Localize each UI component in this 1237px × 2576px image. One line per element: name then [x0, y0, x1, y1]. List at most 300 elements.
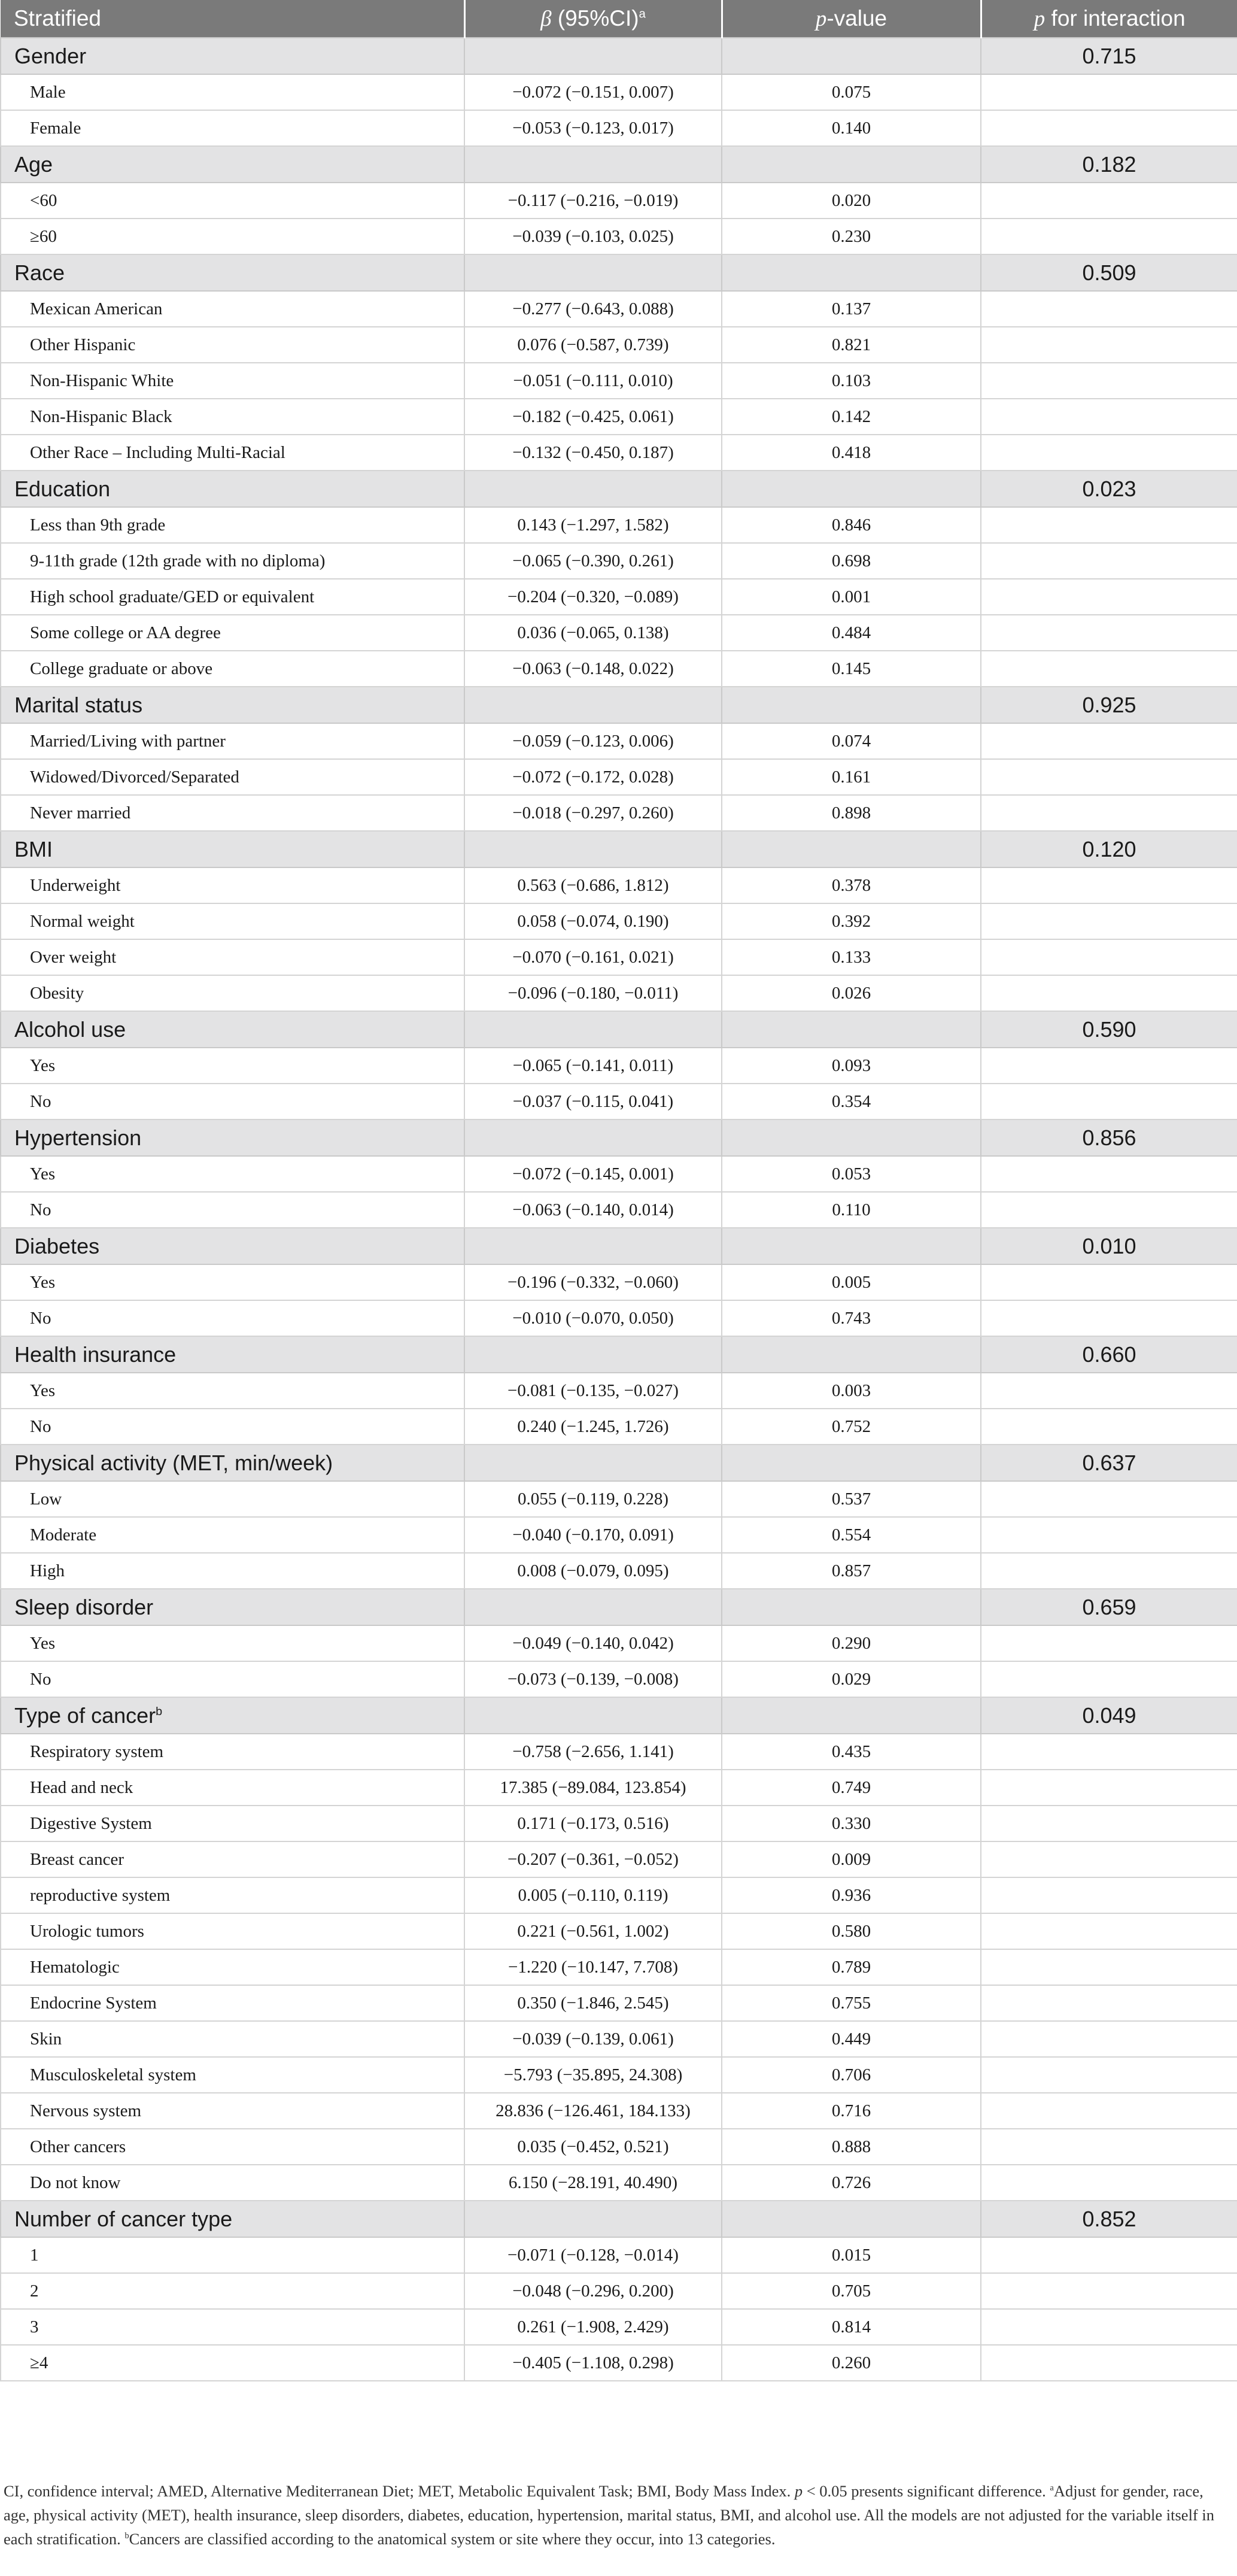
beta-ci-value: −0.048 (−0.296, 0.200) — [464, 2273, 722, 2309]
subgroup-label: Non-Hispanic Black — [1, 399, 464, 435]
p-value: 0.103 — [722, 363, 981, 399]
footnote-p-symbol: p — [794, 2482, 803, 2500]
beta-ci-value: 6.150 (−28.191, 40.490) — [464, 2165, 722, 2201]
p-value: 0.418 — [722, 435, 981, 471]
table-row — [1, 975, 1237, 1011]
p-interaction-empty — [981, 110, 1237, 146]
p-value: 0.075 — [722, 74, 981, 110]
table-row — [1, 759, 1237, 795]
table-row — [1, 1553, 1237, 1589]
group-p-empty — [722, 38, 981, 74]
table-row — [1, 1949, 1237, 1985]
p-value: 0.330 — [722, 1806, 981, 1841]
p-value: 0.260 — [722, 2345, 981, 2381]
group-label: Health insurance — [14, 1342, 177, 1367]
p-interaction-value: 0.856 — [981, 1119, 1237, 1156]
p-value: 0.716 — [722, 2093, 981, 2129]
p-value: 0.161 — [722, 759, 981, 795]
subgroup-label: Over weight — [1, 939, 464, 975]
beta-ci-value: 0.035 (−0.452, 0.521) — [464, 2129, 722, 2165]
group-label-cell — [1, 254, 464, 291]
p-interaction-value: 0.049 — [981, 1697, 1237, 1734]
p-value: 0.936 — [722, 1877, 981, 1913]
p-value: 0.392 — [722, 903, 981, 939]
subgroup-label: Moderate — [1, 1517, 464, 1553]
p-interaction-empty — [981, 2093, 1237, 2129]
p-interaction-empty — [981, 939, 1237, 975]
table-body — [1, 38, 1237, 2381]
table-row — [1, 1300, 1237, 1336]
group-row — [1, 1589, 1237, 1625]
beta-ci-value: −0.081 (−0.135, −0.027) — [464, 1373, 722, 1409]
table-row — [1, 651, 1237, 687]
table-row — [1, 2021, 1237, 2057]
p-interaction-empty — [981, 1661, 1237, 1697]
table-row — [1, 1734, 1237, 1770]
p-interaction-empty — [981, 1625, 1237, 1661]
group-label-cell — [1, 1228, 464, 1264]
p-value: 0.074 — [722, 723, 981, 759]
p-value: 0.435 — [722, 1734, 981, 1770]
subgroup-label: College graduate or above — [1, 651, 464, 687]
group-label: Diabetes — [14, 1233, 100, 1258]
beta-ci-value: 0.143 (−1.297, 1.582) — [464, 507, 722, 543]
header-stratified-text: Stratified — [14, 6, 102, 31]
table-row — [1, 399, 1237, 435]
group-p-empty — [722, 1228, 981, 1264]
subgroup-label: No — [1, 1192, 464, 1228]
p-interaction-empty — [981, 903, 1237, 939]
p-interaction-value: 0.010 — [981, 1228, 1237, 1264]
subgroup-label: Digestive System — [1, 1806, 464, 1841]
p-value: 0.145 — [722, 651, 981, 687]
group-label: Race — [14, 260, 65, 285]
table-row — [1, 2237, 1237, 2273]
p-interaction-empty — [981, 1300, 1237, 1336]
subgroup-label: Non-Hispanic White — [1, 363, 464, 399]
p-value: 0.137 — [722, 291, 981, 327]
table-row — [1, 723, 1237, 759]
p-interaction-empty — [981, 183, 1237, 219]
table-row — [1, 219, 1237, 254]
group-p-empty — [722, 1336, 981, 1373]
table-row — [1, 1661, 1237, 1697]
p-interaction-empty — [981, 2165, 1237, 2201]
group-row — [1, 146, 1237, 183]
p-value: 0.814 — [722, 2309, 981, 2345]
group-row — [1, 1445, 1237, 1481]
table-row — [1, 2273, 1237, 2309]
beta-ci-value: −0.071 (−0.128, −0.014) — [464, 2237, 722, 2273]
group-beta-empty — [464, 687, 722, 723]
beta-ci-value: 0.171 (−0.173, 0.516) — [464, 1806, 722, 1841]
beta-ci-value: 0.008 (−0.079, 0.095) — [464, 1553, 722, 1589]
table-row — [1, 2057, 1237, 2093]
table-row — [1, 1517, 1237, 1553]
p-value: 0.053 — [722, 1156, 981, 1192]
p-interaction-empty — [981, 2309, 1237, 2345]
subgroup-label: Never married — [1, 795, 464, 831]
p-value: 0.020 — [722, 183, 981, 219]
p-interaction-empty — [981, 1048, 1237, 1084]
subgroup-label: Less than 9th grade — [1, 507, 464, 543]
p-interaction-value: 0.925 — [981, 687, 1237, 723]
subgroup-label: Head and neck — [1, 1770, 464, 1806]
beta-ci-value: −0.072 (−0.145, 0.001) — [464, 1156, 722, 1192]
subgroup-label: Endocrine System — [1, 1985, 464, 2021]
p-value: 0.706 — [722, 2057, 981, 2093]
group-row — [1, 2201, 1237, 2237]
group-beta-empty — [464, 1697, 722, 1734]
p-interaction-empty — [981, 1409, 1237, 1445]
table-row — [1, 74, 1237, 110]
group-p-empty — [722, 1589, 981, 1625]
subgroup-label: Musculoskeletal system — [1, 2057, 464, 2093]
group-label-sup: b — [156, 1704, 163, 1718]
beta-ci-value: −0.277 (−0.643, 0.088) — [464, 291, 722, 327]
group-row — [1, 1697, 1237, 1734]
table-row — [1, 1156, 1237, 1192]
table-row — [1, 1625, 1237, 1661]
table-row — [1, 579, 1237, 615]
subgroup-label: Nervous system — [1, 2093, 464, 2129]
group-label: Hypertension — [14, 1125, 142, 1150]
p-value: 0.142 — [722, 399, 981, 435]
p-interaction-empty — [981, 2129, 1237, 2165]
footnote-sup-a: a — [1050, 2483, 1054, 2493]
table-row — [1, 2165, 1237, 2201]
subgroup-label: Other Hispanic — [1, 327, 464, 363]
beta-ci-value: −0.053 (−0.123, 0.017) — [464, 110, 722, 146]
group-p-empty — [722, 1011, 981, 1048]
subgroup-label: Mexican American — [1, 291, 464, 327]
p-interaction-value: 0.660 — [981, 1336, 1237, 1373]
p-interaction-empty — [981, 399, 1237, 435]
subgroup-label: Do not know — [1, 2165, 464, 2201]
p-interaction-empty — [981, 867, 1237, 903]
subgroup-label: Skin — [1, 2021, 464, 2057]
beta-ci-value: −5.793 (−35.895, 24.308) — [464, 2057, 722, 2093]
group-row — [1, 471, 1237, 507]
beta-ci-value: −0.196 (−0.332, −0.060) — [464, 1264, 722, 1300]
beta-ci-value: −0.010 (−0.070, 0.050) — [464, 1300, 722, 1336]
beta-ci-value: −0.405 (−1.108, 0.298) — [464, 2345, 722, 2381]
group-beta-empty — [464, 1589, 722, 1625]
beta-ci-value: 0.076 (−0.587, 0.739) — [464, 327, 722, 363]
p-interaction-empty — [981, 1913, 1237, 1949]
beta-ci-value: 28.836 (−126.461, 184.133) — [464, 2093, 722, 2129]
p-interaction-empty — [981, 1264, 1237, 1300]
table-row — [1, 1841, 1237, 1877]
subgroup-label: Yes — [1, 1625, 464, 1661]
p-value: 0.705 — [722, 2273, 981, 2309]
group-label: BMI — [14, 836, 53, 861]
p-value: 0.857 — [722, 1553, 981, 1589]
group-label-cell — [1, 146, 464, 183]
group-label: Age — [14, 151, 53, 177]
p-interaction-empty — [981, 579, 1237, 615]
table-row — [1, 1192, 1237, 1228]
beta-ci-value: −0.070 (−0.161, 0.021) — [464, 939, 722, 975]
table-row — [1, 2345, 1237, 2381]
subgroup-label: Some college or AA degree — [1, 615, 464, 651]
p-interaction-empty — [981, 759, 1237, 795]
subgroup-label: Other cancers — [1, 2129, 464, 2165]
p-value: 0.484 — [722, 615, 981, 651]
group-p-empty — [722, 1119, 981, 1156]
beta-ci-value: −0.051 (−0.111, 0.010) — [464, 363, 722, 399]
subgroup-label: 1 — [1, 2237, 464, 2273]
subgroup-label: reproductive system — [1, 1877, 464, 1913]
group-row — [1, 1011, 1237, 1048]
group-row — [1, 254, 1237, 291]
p-value: 0.009 — [722, 1841, 981, 1877]
table-row — [1, 615, 1237, 651]
p-value: 0.821 — [722, 327, 981, 363]
group-beta-empty — [464, 831, 722, 867]
table-row — [1, 2309, 1237, 2345]
table-row — [1, 183, 1237, 219]
beta-ci-value: −0.073 (−0.139, −0.008) — [464, 1661, 722, 1697]
group-p-empty — [722, 471, 981, 507]
subgroup-label: Yes — [1, 1264, 464, 1300]
p-value: 0.789 — [722, 1949, 981, 1985]
table-row — [1, 2093, 1237, 2129]
header-p-symbol: p — [815, 6, 827, 31]
beta-ci-value: 0.261 (−1.908, 2.429) — [464, 2309, 722, 2345]
beta-ci-value: 0.036 (−0.065, 0.138) — [464, 615, 722, 651]
subgroup-label: 2 — [1, 2273, 464, 2309]
table-row — [1, 1481, 1237, 1517]
group-label-cell — [1, 1589, 464, 1625]
header-row — [1, 0, 1237, 38]
p-value: 0.005 — [722, 1264, 981, 1300]
p-interaction-empty — [981, 2057, 1237, 2093]
p-value: 0.026 — [722, 975, 981, 1011]
header-stratified — [1, 0, 464, 38]
footnote-significance: < 0.05 presents significant difference. — [803, 2482, 1050, 2500]
beta-ci-value: −0.039 (−0.103, 0.025) — [464, 219, 722, 254]
group-label: Sleep disorder — [14, 1594, 154, 1619]
subgroup-label: High school graduate/GED or equivalent — [1, 579, 464, 615]
p-interaction-value: 0.852 — [981, 2201, 1237, 2237]
group-row — [1, 687, 1237, 723]
subgroup-label: Yes — [1, 1373, 464, 1409]
beta-ci-value: −0.204 (−0.320, −0.089) — [464, 579, 722, 615]
footnote-adjustment: Adjust for gender, race, age, physical activity (MET), health insurance, sleep disorders, diabetes, education, hypertension, marital status, BMI, and alcohol use. All the models are not adjusted for the variable itself in each stratification. — [4, 2482, 1214, 2548]
table-footnote — [4, 2480, 1230, 2551]
group-row — [1, 38, 1237, 74]
header-p-interaction — [981, 0, 1237, 38]
p-interaction-value: 0.715 — [981, 38, 1237, 74]
p-interaction-empty — [981, 507, 1237, 543]
p-interaction-empty — [981, 1734, 1237, 1770]
beta-ci-value: −0.040 (−0.170, 0.091) — [464, 1517, 722, 1553]
subgroup-label: Widowed/Divorced/Separated — [1, 759, 464, 795]
p-value: 0.029 — [722, 1661, 981, 1697]
header-p-value — [722, 0, 981, 38]
beta-ci-value: −0.063 (−0.140, 0.014) — [464, 1192, 722, 1228]
subgroup-label: Urologic tumors — [1, 1913, 464, 1949]
beta-ci-value: 0.005 (−0.110, 0.119) — [464, 1877, 722, 1913]
group-beta-empty — [464, 471, 722, 507]
subgroup-label: No — [1, 1300, 464, 1336]
subgroup-label: ≥4 — [1, 2345, 464, 2381]
p-interaction-empty — [981, 1985, 1237, 2021]
beta-ci-value: −0.072 (−0.151, 0.007) — [464, 74, 722, 110]
p-interaction-empty — [981, 363, 1237, 399]
p-value: 0.001 — [722, 579, 981, 615]
subgroup-label: 3 — [1, 2309, 464, 2345]
footnote-abbrev: CI, confidence interval; AMED, Alternative Mediterranean Diet; MET, Metabolic Equivalent Task; BMI, Body Mass Index. — [4, 2482, 795, 2500]
p-interaction-value: 0.120 — [981, 831, 1237, 867]
group-label-cell — [1, 38, 464, 74]
beta-ci-value: 0.055 (−0.119, 0.228) — [464, 1481, 722, 1517]
table-row — [1, 1084, 1237, 1119]
table-row — [1, 795, 1237, 831]
p-interaction-value: 0.637 — [981, 1445, 1237, 1481]
group-p-empty — [722, 2201, 981, 2237]
p-interaction-empty — [981, 1553, 1237, 1589]
subgroup-label: Female — [1, 110, 464, 146]
group-p-empty — [722, 1445, 981, 1481]
p-interaction-empty — [981, 2273, 1237, 2309]
p-value: 0.755 — [722, 1985, 981, 2021]
table-row — [1, 435, 1237, 471]
group-label-cell — [1, 1336, 464, 1373]
beta-ci-value: −0.049 (−0.140, 0.042) — [464, 1625, 722, 1661]
p-value: 0.354 — [722, 1084, 981, 1119]
table-row — [1, 543, 1237, 579]
group-row — [1, 831, 1237, 867]
subgroup-label: <60 — [1, 183, 464, 219]
p-interaction-empty — [981, 2237, 1237, 2273]
p-value: 0.749 — [722, 1770, 981, 1806]
p-interaction-empty — [981, 723, 1237, 759]
group-label: Number of cancer type — [14, 2206, 233, 2231]
p-value: 0.110 — [722, 1192, 981, 1228]
group-p-empty — [722, 687, 981, 723]
table-row — [1, 2129, 1237, 2165]
p-value: 0.846 — [722, 507, 981, 543]
table-row — [1, 1048, 1237, 1084]
subgroup-label: Obesity — [1, 975, 464, 1011]
p-interaction-empty — [981, 2021, 1237, 2057]
p-value: 0.898 — [722, 795, 981, 831]
p-interaction-empty — [981, 1841, 1237, 1877]
p-interaction-value: 0.509 — [981, 254, 1237, 291]
beta-ci-value: −0.096 (−0.180, −0.011) — [464, 975, 722, 1011]
table-row — [1, 1409, 1237, 1445]
p-value: 0.003 — [722, 1373, 981, 1409]
subgroup-label: High — [1, 1553, 464, 1589]
p-interaction-value: 0.590 — [981, 1011, 1237, 1048]
group-label: Alcohol use — [14, 1017, 126, 1042]
beta-ci-value: −0.207 (−0.361, −0.052) — [464, 1841, 722, 1877]
group-p-empty — [722, 1697, 981, 1734]
table-row — [1, 1770, 1237, 1806]
p-value: 0.015 — [722, 2237, 981, 2273]
p-value: 0.449 — [722, 2021, 981, 2057]
group-beta-empty — [464, 38, 722, 74]
header-beta-symbol: β — [540, 6, 552, 31]
table-row — [1, 1373, 1237, 1409]
p-interaction-empty — [981, 327, 1237, 363]
beta-ci-value: 0.240 (−1.245, 1.726) — [464, 1409, 722, 1445]
subgroup-label: Male — [1, 74, 464, 110]
subgroup-label: No — [1, 1084, 464, 1119]
p-interaction-empty — [981, 1949, 1237, 1985]
group-label-cell — [1, 1011, 464, 1048]
beta-ci-value: −0.758 (−2.656, 1.141) — [464, 1734, 722, 1770]
header-beta-ci — [464, 0, 722, 38]
beta-ci-value: 0.058 (−0.074, 0.190) — [464, 903, 722, 939]
beta-ci-value: 0.563 (−0.686, 1.812) — [464, 867, 722, 903]
beta-ci-value: −0.072 (−0.172, 0.028) — [464, 759, 722, 795]
group-label-cell — [1, 831, 464, 867]
group-label-cell — [1, 1445, 464, 1481]
header-p-interaction-text: for interaction — [1045, 5, 1186, 31]
group-label-cell — [1, 471, 464, 507]
beta-ci-value: 0.221 (−0.561, 1.002) — [464, 1913, 722, 1949]
p-interaction-value: 0.023 — [981, 471, 1237, 507]
beta-ci-value: −0.059 (−0.123, 0.006) — [464, 723, 722, 759]
p-interaction-empty — [981, 2345, 1237, 2381]
group-beta-empty — [464, 2201, 722, 2237]
table-row — [1, 363, 1237, 399]
group-p-empty — [722, 254, 981, 291]
subgroup-label: Yes — [1, 1048, 464, 1084]
group-p-empty — [722, 146, 981, 183]
beta-ci-value: −0.065 (−0.390, 0.261) — [464, 543, 722, 579]
p-interaction-empty — [981, 1517, 1237, 1553]
table-row — [1, 1877, 1237, 1913]
subgroup-label: Married/Living with partner — [1, 723, 464, 759]
header-ci-sup: a — [639, 7, 646, 21]
subgroup-label: No — [1, 1409, 464, 1445]
footnote-sup-b: b — [124, 2531, 129, 2541]
table-row — [1, 291, 1237, 327]
p-interaction-value: 0.659 — [981, 1589, 1237, 1625]
group-label-cell — [1, 1697, 464, 1734]
p-interaction-empty — [981, 74, 1237, 110]
group-beta-empty — [464, 1336, 722, 1373]
group-row — [1, 1228, 1237, 1264]
beta-ci-value: −0.018 (−0.297, 0.260) — [464, 795, 722, 831]
table-row — [1, 867, 1237, 903]
beta-ci-value: −0.037 (−0.115, 0.041) — [464, 1084, 722, 1119]
group-beta-empty — [464, 254, 722, 291]
table-row — [1, 1913, 1237, 1949]
p-interaction-value: 0.182 — [981, 146, 1237, 183]
group-label: Education — [14, 476, 111, 501]
p-value: 0.726 — [722, 2165, 981, 2201]
subgroup-label: Low — [1, 1481, 464, 1517]
subgroup-label: Other Race – Including Multi-Racial — [1, 435, 464, 471]
table-row — [1, 939, 1237, 975]
beta-ci-value: −0.117 (−0.216, −0.019) — [464, 183, 722, 219]
group-label: Gender — [14, 43, 87, 68]
p-value: 0.093 — [722, 1048, 981, 1084]
table-row — [1, 327, 1237, 363]
beta-ci-value: −0.039 (−0.139, 0.061) — [464, 2021, 722, 2057]
beta-ci-value: −1.220 (−10.147, 7.708) — [464, 1949, 722, 1985]
p-interaction-empty — [981, 1481, 1237, 1517]
group-label: Type of cancer — [14, 1703, 156, 1728]
header-ci-text: (95%CI) — [551, 5, 639, 31]
p-value: 0.133 — [722, 939, 981, 975]
group-beta-empty — [464, 1011, 722, 1048]
